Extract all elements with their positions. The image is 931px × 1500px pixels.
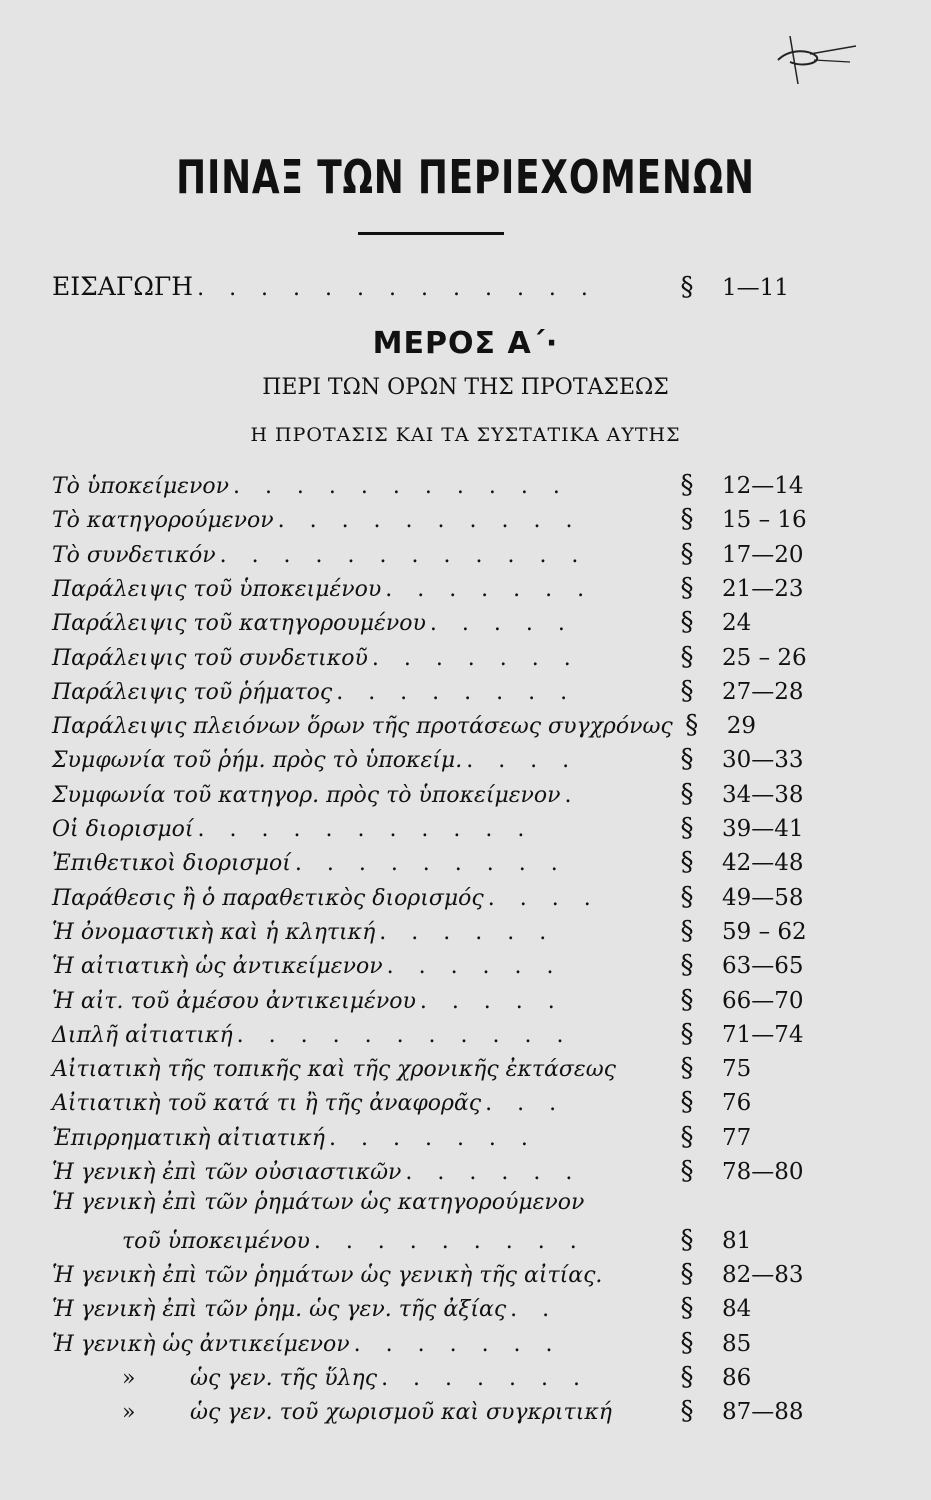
section-sign: § (680, 950, 694, 981)
section-sign: § (680, 984, 694, 1015)
entry-text: Ἡ γενικὴ ἐπὶ τῶν ῥημ. ὡς γεν. τῆς ἀξίας (52, 1297, 507, 1323)
leader-dots: . . . . . . . . (336, 679, 577, 705)
leader-dots: . . (510, 1297, 559, 1323)
entry-text: Παράθεσις ἢ ὁ παραθετικὸς διορισμός (52, 885, 484, 911)
leader-dots: . . . . . . . (381, 1365, 589, 1391)
entry-label (52, 851, 291, 876)
entry-text: Συμφωνία τοῦ ῥήμ. πρὸς τὸ ὑποκείμ. (52, 748, 463, 774)
section-sign: § (680, 915, 694, 946)
section-sign: § (680, 744, 694, 775)
section-sign: § (685, 710, 699, 741)
section-sign: § (680, 1224, 694, 1255)
section-sign: § (680, 675, 694, 706)
entry-label (52, 1126, 325, 1151)
entry-text: Αἰτιατικὴ τοῦ κατά τι ἢ τῆς ἀναφορᾶς (52, 1091, 482, 1117)
leader-dots: . . . . . . . . . (294, 851, 567, 877)
entry-label (52, 543, 216, 568)
toc-entry (52, 676, 808, 709)
leader-dots: . . . . . . . (329, 1125, 537, 1151)
entry-text: Παράλειψις τοῦ ῥήματος (52, 679, 333, 705)
toc-entry (52, 813, 808, 846)
toc-entry (52, 779, 808, 812)
toc-entry (52, 916, 808, 949)
entry-text: Παράλειψις πλειόνων ὅρων τῆς προτάσεως συγχρόνως (52, 714, 673, 740)
entry-label (52, 817, 194, 842)
entry-label (52, 1332, 350, 1357)
entry-label (52, 646, 368, 671)
toc-entry (52, 1259, 808, 1292)
section-range: 25 – 26 (722, 644, 807, 671)
section-range: 39—41 (722, 816, 804, 842)
entry-label (52, 1091, 481, 1116)
section-sign: § (680, 1293, 694, 1324)
toc-entry (52, 950, 808, 983)
section-sign: § (680, 1396, 694, 1427)
toc-entry (52, 1396, 808, 1429)
entry-text: Ἐπιρρηματικὴ αἰτιατική (52, 1125, 325, 1151)
toc-entry (52, 539, 808, 572)
entry-text: Παράλειψις τοῦ ὑποκειμένου (52, 576, 382, 602)
leader-dots: . . . . . . (405, 1160, 582, 1185)
leader-dots: . . . . . . . (385, 576, 594, 602)
section-sign: § (680, 1121, 694, 1152)
entry-text: Τὸ κατηγορούμενον (52, 508, 274, 534)
section-range: 42—48 (722, 850, 804, 877)
section-range: 71—74 (722, 1021, 804, 1048)
entry-text: Ἡ αἰτιατικὴ ὡς ἀντικείμενον (52, 954, 383, 980)
section-range: 49—58 (722, 884, 804, 911)
toc-entry (52, 607, 808, 640)
leader-dots: . (564, 782, 581, 808)
toc-entry (52, 1156, 808, 1189)
entry-label: ΕΙΣΑΓΩΓΗ (52, 272, 194, 301)
entry-label (52, 1023, 233, 1048)
ditto-mark: » (122, 1365, 136, 1391)
intro-entry (52, 272, 808, 305)
page-title: ΠΙΝΑΞ ΤΩΝ ΠΕΡΙΕΧΟΜΕΝΩΝ (176, 150, 755, 204)
entry-label (52, 577, 381, 602)
entry-label (52, 714, 673, 739)
entry-text: Ἡ ὀνομαστικὴ καὶ ἡ κλητική (52, 919, 376, 945)
section-range: 21—23 (722, 575, 804, 602)
section-range: 12—14 (722, 473, 804, 499)
entry-label (52, 1263, 602, 1288)
section-range: 1—11 (722, 275, 789, 301)
section-range: 30—33 (722, 747, 804, 774)
entry-label (52, 1297, 506, 1322)
leader-dots: . . . . . . . . . . (277, 508, 582, 534)
entry-text: Παράλειψις τοῦ κατηγορουμένου (52, 611, 426, 637)
section-range: 27—28 (722, 678, 804, 705)
section-range: 84 (722, 1296, 752, 1323)
entry-label (52, 989, 416, 1014)
toc-entry (52, 1053, 808, 1086)
section-sign: § (680, 470, 694, 500)
entry-text: ὡς γεν. τοῦ χωρισμοῦ καὶ συγκριτική (190, 1400, 612, 1426)
ditto-mark: » (122, 1400, 136, 1426)
entry-text: Παράλειψις τοῦ συνδετικοῦ (52, 645, 368, 671)
section-sign: § (680, 813, 694, 843)
section-range: 78—80 (722, 1159, 804, 1185)
entry-label (52, 920, 375, 945)
leader-dots: . . . . (487, 885, 600, 911)
section-sign: § (680, 778, 694, 809)
section-range: 24 (722, 610, 752, 637)
toc-entry (52, 1087, 808, 1120)
section-sign: § (680, 1053, 694, 1084)
toc-entry (52, 470, 808, 503)
leader-dots: . . . . . . (386, 954, 563, 980)
title-rule (358, 232, 504, 235)
section-sign: § (680, 1087, 694, 1118)
section-range: 86 (722, 1364, 752, 1391)
entry-text: Αἰτιατικὴ τῆς τοπικῆς καὶ τῆς χρονικῆς ἐκτάσεως (52, 1057, 616, 1083)
section-range: 29 (726, 713, 757, 740)
leader-dots: . . . . . (419, 988, 564, 1014)
toc-entry (52, 504, 808, 537)
toc-entry (52, 573, 808, 606)
toc-entry (52, 1293, 808, 1326)
section-range: 82—83 (722, 1261, 804, 1288)
part-subtitle: ΠΕΡΙ ΤΩΝ ΟΡΩΝ ΤΗΣ ΠΡΟΤΑΣΕΩΣ (262, 375, 669, 400)
entry-text: Ἡ γενικὴ ὡς ἀντικείμενον (52, 1331, 350, 1357)
section-sign: § (680, 272, 694, 302)
entry-text: ὡς γεν. τῆς ὕλης (190, 1365, 378, 1391)
section-sign: § (680, 881, 694, 912)
part-title: ΜΕΡΟΣ Α΄· (372, 326, 559, 361)
leader-dots: . . . . . (429, 611, 574, 637)
entry-text: Ἡ γενικὴ ἐπὶ τῶν οὐσιαστικῶν (52, 1160, 402, 1185)
entry-text: Τὸ συνδετικόν (52, 542, 216, 568)
entry-text: Συμφωνία τοῦ κατηγορ. πρὸς τὸ ὑποκείμενον (52, 782, 561, 808)
entry-label (52, 1160, 401, 1185)
entry-text: Ἐπιθετικοὶ διορισμοί (52, 851, 291, 877)
entry-label (52, 1190, 584, 1215)
section-sign: § (680, 504, 694, 535)
entry-label (52, 1057, 616, 1082)
toc-entry (52, 1019, 808, 1052)
leader-dots: . . . . (466, 748, 579, 774)
leader-dots: . . . . . . . . . (313, 1228, 586, 1254)
section-sign: § (680, 641, 694, 672)
entry-label (52, 1400, 612, 1425)
section-sign: § (680, 847, 694, 878)
entry-label (52, 611, 426, 636)
section-sign: § (680, 1156, 694, 1186)
section-range: 34—38 (722, 781, 804, 808)
entry-text: Οἱ διορισμοί (52, 817, 194, 842)
entry-label (52, 748, 462, 773)
section-sign: § (680, 572, 694, 603)
toc-entry (52, 882, 808, 915)
leader-dots: . . . . . . . . . . . . . (197, 276, 597, 301)
section-sign: § (680, 1258, 694, 1289)
section-sign: § (680, 1361, 694, 1392)
section-range: 15 – 16 (722, 507, 807, 534)
toc-entry (52, 744, 808, 777)
toc-entry (52, 1190, 808, 1223)
entry-text: Τὸ ὑποκείμενον (52, 474, 229, 499)
section-sign: § (680, 1327, 694, 1358)
toc-entry (52, 985, 808, 1018)
leader-dots: . . . . . . (379, 919, 556, 945)
leader-dots: . . . . . . . . . . . . (219, 542, 588, 568)
entry-text: Ἡ αἰτ. τοῦ ἀμέσου ἀντικειμένου (52, 988, 416, 1014)
entry-label (52, 886, 484, 911)
leader-dots: . . . (485, 1091, 566, 1117)
section-sign: § (680, 538, 694, 569)
section-range: 81 (722, 1227, 752, 1254)
entry-label (52, 474, 229, 499)
leader-dots: . . . . . . . . . . . (236, 1022, 573, 1048)
section-sign: § (680, 1018, 694, 1049)
entry-label (52, 954, 383, 979)
entry-text: Ἡ γενικὴ ἐπὶ τῶν ῥημάτων ὡς κατηγορούμενον (52, 1190, 585, 1216)
handwritten-mark-icon (770, 30, 860, 90)
leader-dots: . . . . . . . (353, 1331, 562, 1357)
leader-dots: . . . . . . . . . . . (232, 474, 569, 499)
toc-entry (52, 1122, 808, 1155)
leader-dots: . . . . . . . . . . . (197, 817, 534, 842)
entry-label (52, 1229, 310, 1254)
leader-dots: . . . . . . . (371, 645, 580, 671)
entry-text: Ἡ γενικὴ ἐπὶ τῶν ῥημάτων ὡς γενικὴ τῆς αἰτίας. (52, 1262, 603, 1288)
section-range: 59 – 62 (722, 918, 807, 945)
toc-entry (52, 710, 808, 743)
section-range: 76 (722, 1090, 752, 1117)
section-range: 85 (722, 1330, 752, 1357)
section-sign: § (680, 607, 694, 638)
toc-entry (52, 1225, 808, 1258)
chapter-heading: Η ΠΡΟΤΑΣΙΣ ΚΑΙ ΤΑ ΣΥΣΤΑΤΙΚΑ ΑΥΤΗΣ (250, 424, 681, 446)
entry-text: Διπλῆ αἰτιατική (52, 1022, 233, 1048)
section-range: 66—70 (722, 987, 804, 1014)
toc-entry (52, 642, 808, 675)
entry-label (52, 508, 274, 533)
entry-label (52, 1366, 377, 1391)
toc-entry (52, 1328, 808, 1361)
section-range: 63—65 (722, 953, 804, 980)
section-range: 77 (722, 1124, 752, 1151)
section-range: 17—20 (722, 541, 804, 568)
toc-entry (52, 847, 808, 880)
section-range: 75 (722, 1056, 752, 1083)
entry-text: τοῦ ὑποκειμένου (122, 1228, 310, 1254)
toc-entry (52, 1362, 808, 1395)
entry-label (52, 783, 561, 808)
section-range: 87—88 (722, 1399, 804, 1426)
entry-label (52, 680, 332, 705)
